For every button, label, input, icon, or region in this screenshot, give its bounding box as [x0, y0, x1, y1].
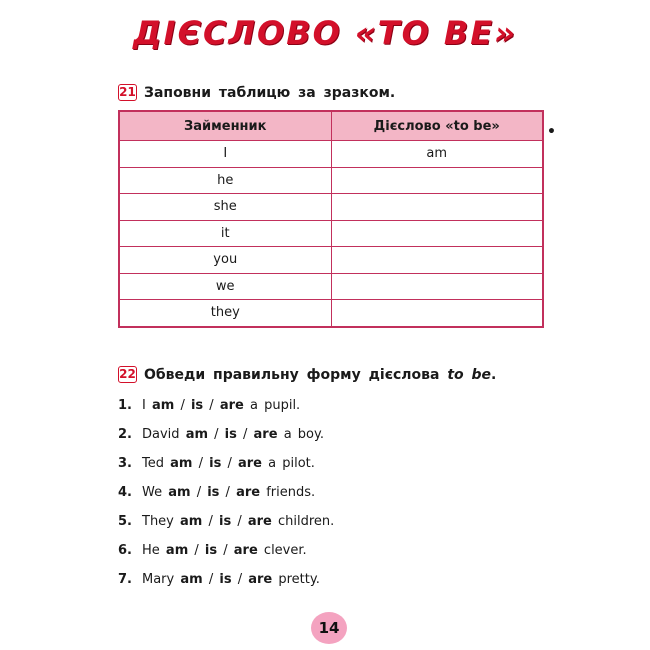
sentence-ending: a pupil. — [249, 398, 301, 413]
item-number: 7. — [118, 572, 132, 587]
column-header-verb: Дієслово «to be» — [331, 111, 543, 141]
verb-option-am[interactable]: am — [185, 427, 209, 442]
list-item: 5. They am / is / are children. — [118, 514, 335, 529]
table-row — [119, 273, 543, 300]
list-item: 1. I am / is / are a pupil. — [118, 398, 301, 413]
verb-option-is[interactable]: is — [207, 485, 220, 500]
sentence-subject: I — [142, 398, 146, 413]
item-number: 3. — [118, 456, 132, 471]
table-row — [119, 141, 543, 168]
list-item: 6. He am / is / are clever. — [118, 543, 307, 558]
list-item: 7. Mary am / is / are pretty. — [118, 572, 320, 587]
verb-option-is[interactable]: is — [204, 543, 218, 558]
task-22-heading — [118, 366, 496, 383]
pronoun-cell: I — [119, 141, 331, 168]
page-title: ДІЄСЛОВО «TO BE» — [133, 14, 517, 52]
item-number: 4. — [118, 485, 132, 500]
table-row — [119, 247, 543, 274]
sentence-ending: friends. — [266, 485, 316, 500]
verb-answer-cell[interactable] — [331, 247, 543, 274]
sentence-subject: They — [142, 514, 174, 529]
verb-option-is[interactable]: is — [209, 456, 222, 471]
task-instruction: Заповни таблицю за зразком. — [144, 84, 396, 101]
verb-option-are[interactable]: are — [233, 543, 258, 558]
pronoun-cell: it — [119, 220, 331, 247]
verb-option-is[interactable]: is — [219, 572, 232, 587]
list-item: 4. We am / is / are friends. — [118, 485, 316, 500]
item-number: 5. — [118, 514, 132, 529]
sentence-ending: clever. — [263, 543, 307, 558]
verb-option-am[interactable]: am — [180, 514, 203, 529]
sentence-ending: a pilot. — [268, 456, 315, 471]
stray-dot: • — [547, 124, 556, 140]
item-number: 6. — [118, 543, 132, 558]
verb-option-am[interactable]: am — [168, 485, 191, 500]
verb-option-are[interactable]: are — [247, 514, 272, 529]
sentence-ending: pretty. — [278, 572, 320, 587]
verb-option-am[interactable]: am — [165, 543, 189, 558]
verb-answer-cell[interactable]: am — [331, 141, 543, 168]
item-number: 2. — [118, 427, 132, 442]
verb-answer-cell[interactable] — [331, 167, 543, 194]
verb-option-are[interactable]: are — [237, 456, 262, 471]
sentence-subject: David — [142, 427, 180, 442]
list-item: 2. David am / is / are a boy. — [118, 427, 324, 442]
sentence-subject: We — [142, 485, 163, 500]
table-header-row — [119, 111, 543, 141]
column-header-pronoun: Займенник — [119, 111, 331, 141]
verb-option-are[interactable]: are — [236, 485, 261, 500]
pronoun-cell: we — [119, 273, 331, 300]
pronoun-cell: you — [119, 247, 331, 274]
sentence-ending: children. — [278, 514, 335, 529]
table-row — [119, 194, 543, 221]
verb-answer-cell[interactable] — [331, 273, 543, 300]
verb-answer-cell[interactable] — [331, 220, 543, 247]
verb-option-am[interactable]: am — [151, 398, 175, 413]
table-row — [119, 220, 543, 247]
task-number-badge: 21 — [119, 85, 136, 99]
page-number-badge: 14 — [311, 612, 347, 644]
verb-option-are[interactable]: are — [253, 427, 278, 442]
exercise-list — [118, 398, 334, 601]
table-row — [119, 167, 543, 194]
sentence-ending: a boy. — [283, 427, 324, 442]
verb-answer-cell[interactable] — [331, 194, 543, 221]
sentence-subject: Ted — [142, 456, 164, 471]
sentence-subject: He — [142, 543, 160, 558]
verb-option-am[interactable]: am — [180, 572, 203, 587]
pronoun-cell: she — [119, 194, 331, 221]
task-21-heading — [118, 84, 395, 101]
fill-in-table — [118, 110, 544, 328]
table-row — [119, 300, 543, 327]
verb-option-is[interactable]: is — [190, 398, 204, 413]
pronoun-cell: he — [119, 167, 331, 194]
sentence-subject: Mary — [142, 572, 175, 587]
verb-option-are[interactable]: are — [219, 398, 244, 413]
list-item: 3. Ted am / is / are a pilot. — [118, 456, 315, 471]
task-number-badge: 22 — [119, 367, 136, 381]
verb-option-is[interactable]: is — [224, 427, 237, 442]
verb-option-am[interactable]: am — [170, 456, 193, 471]
verb-option-is[interactable]: is — [219, 514, 232, 529]
pronoun-cell: they — [119, 300, 331, 327]
verb-option-are[interactable]: are — [248, 572, 273, 587]
item-number: 1. — [118, 398, 132, 413]
task-instruction: Обведи правильну форму дієслова to be. — [144, 366, 497, 383]
verb-answer-cell[interactable] — [331, 300, 543, 327]
